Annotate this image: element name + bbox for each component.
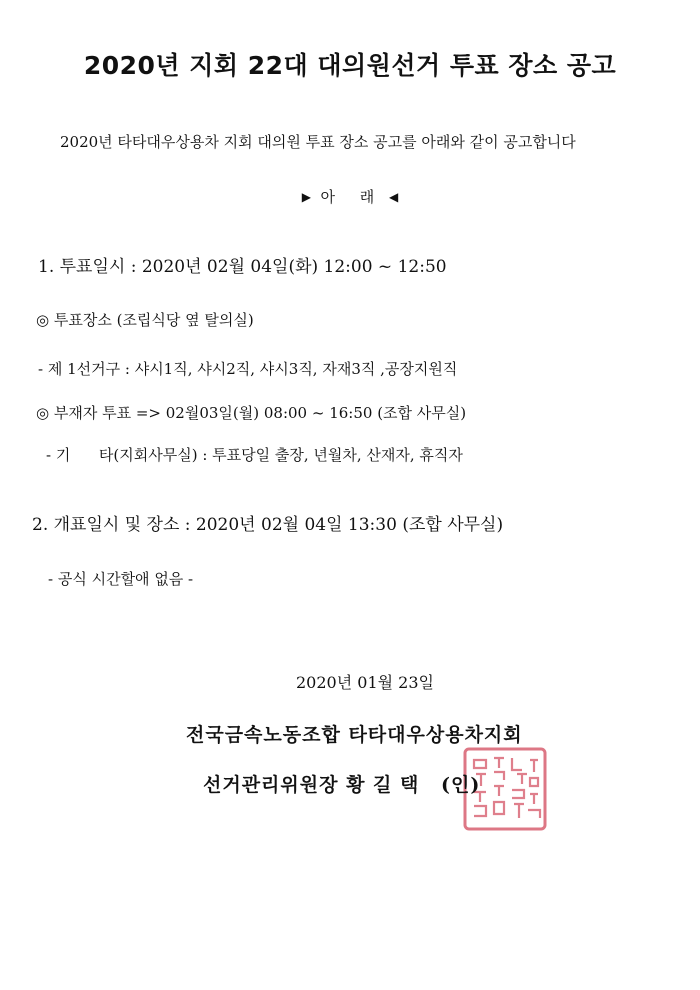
- absentee-voting: ◎ 부재자 투표 => 02월03일(월) 08:00 ~ 16:50 (조합 사무실): [36, 404, 467, 422]
- intro-text: 2020년 타타대우상용차 지회 대의원 투표 장소 공고를 아래와 같이 공고합니다: [60, 133, 576, 151]
- notice-label: 아 래: [320, 188, 385, 206]
- seal-mark: (인): [441, 774, 481, 796]
- issue-date: 2020년 01월 23일: [296, 673, 434, 692]
- signer-label: 선거관리위원장 황 길 택: [203, 774, 420, 796]
- voting-district: - 제 1선거구 : 샤시1직, 샤시2직, 샤시3직, 자재3직 ,공장지원직: [38, 360, 458, 378]
- other-voting: - 기 타(지회사무실) : 투표당일 출장, 년월차, 산재자, 휴직자: [46, 446, 463, 464]
- voting-datetime: 1. 투표일시 : 2020년 02월 04일(화) 12:00 ~ 12:50: [38, 257, 447, 277]
- document-title: 2020년 지회 22대 대의원선거 투표 장소 공고: [83, 51, 617, 80]
- counting-datetime: 2. 개표일시 및 장소 : 2020년 02월 04일 13:30 (조합 사무실): [32, 515, 504, 535]
- organization-name: 전국금속노동조합 타타대우상용차지회: [186, 724, 523, 746]
- triangle-left-icon: ◀: [389, 190, 399, 204]
- signer-name: [203, 770, 480, 797]
- triangle-right-icon: ▶: [301, 190, 311, 204]
- voting-place: ◎ 투표장소 (조립식당 옆 탈의실): [36, 311, 254, 329]
- footnote: - 공식 시간할애 없음 -: [48, 570, 194, 588]
- notice-heading: [0, 186, 700, 207]
